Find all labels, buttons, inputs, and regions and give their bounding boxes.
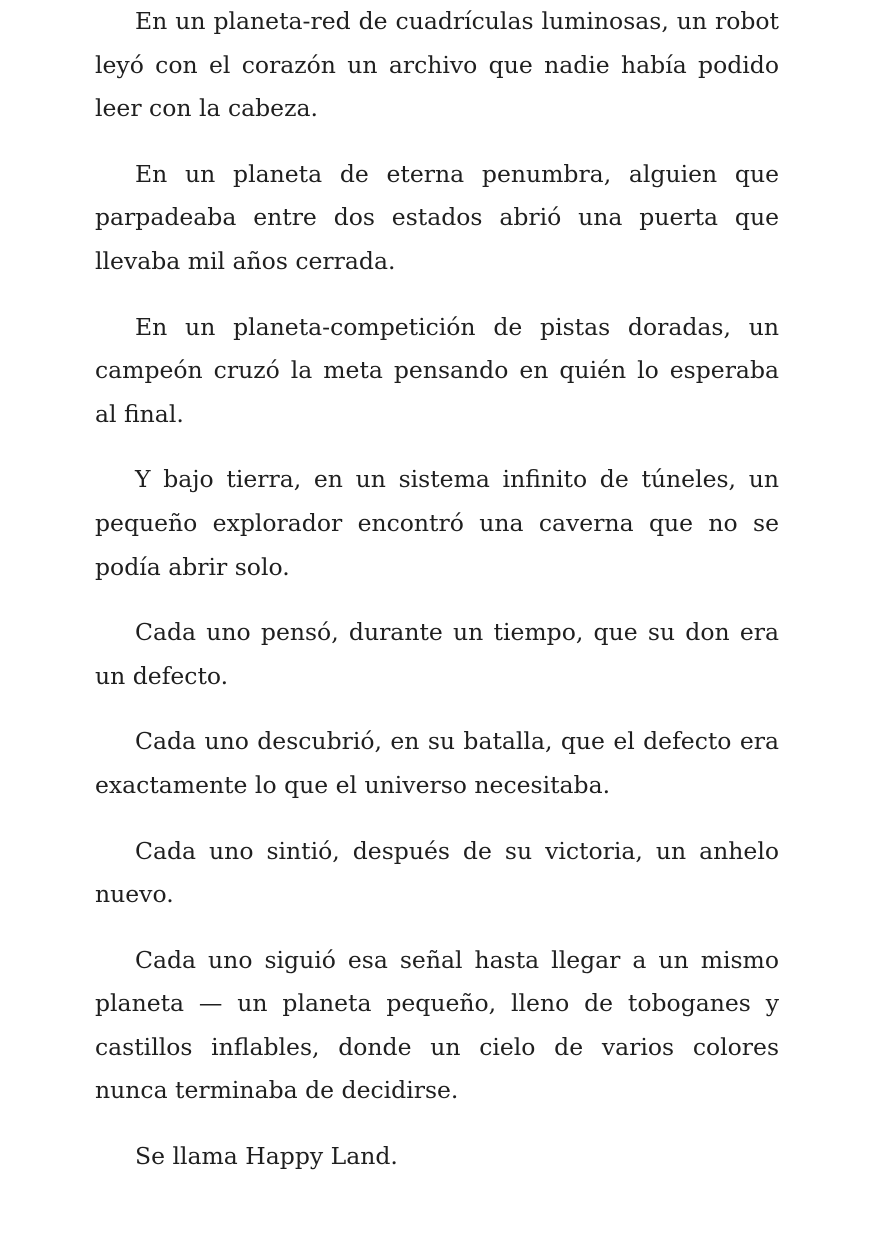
document-page [95,0,779,1240]
paragraph-happy-land: Se llama Happy Land. [135,1142,398,1171]
paragraph-anhelo: Cada uno sintió, después de su victoria, un anhelo nuevo. [95,836,779,909]
paragraph-penumbra: En un planeta de eterna penumbra, alguien que parpadeaba entre dos estados abrió una puerta que llevaba mil años cerrada. [95,159,779,275]
paragraph-explorador: Y bajo tierra, en un sistema infinito de túneles, un pequeño explorador encontró una caverna que no se podía abrir solo. [95,465,779,581]
paragraph-batalla: Cada uno descubrió, en su batalla, que el defecto era exactamente lo que el universo necesitaba. [95,727,779,799]
paragraph-robot: En un planeta-red de cuadrículas luminosas, un robot leyó con el corazón un archivo que nadie había podido leer con la cabeza. [95,7,779,123]
paragraph-campeon: En un planeta-competición de pistas doradas, un campeón cruzó la meta pensando en quién lo esperaba al final. [95,312,779,428]
paragraph-planeta: Cada uno siguió esa señal hasta llegar a un mismo planeta — un planeta pequeño, lleno de toboganes y castillos inflables, donde un cielo de varios colores nunca terminaba de decidirse. [95,945,779,1105]
paragraph-don: Cada uno pensó, durante un tiempo, que su don era un defecto. [95,618,779,690]
